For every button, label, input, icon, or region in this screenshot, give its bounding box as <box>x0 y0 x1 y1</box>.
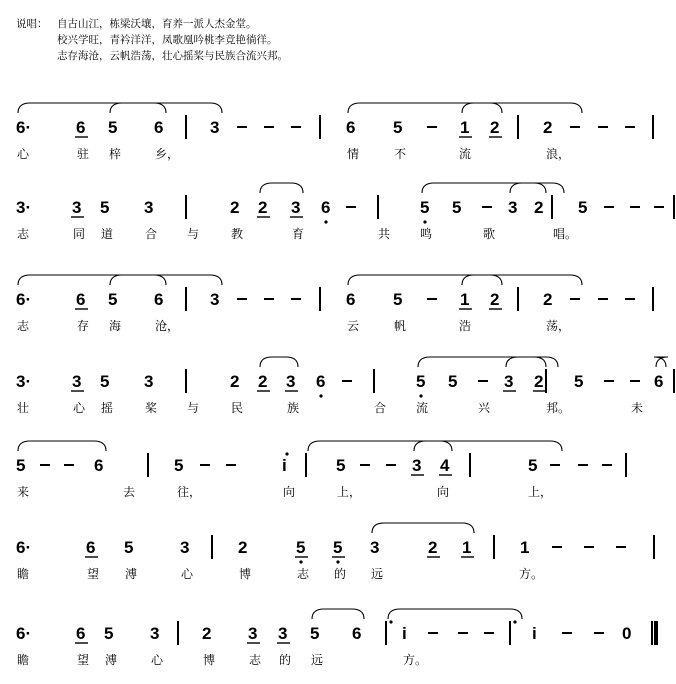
lyric: 心 <box>17 147 30 161</box>
note: 6· <box>16 290 32 309</box>
lyric: 上， <box>337 485 362 499</box>
note: 3 <box>291 198 301 217</box>
note: 2 <box>238 538 248 557</box>
note: 5 <box>108 118 118 137</box>
lyric: 存 <box>77 319 90 333</box>
note: 6 <box>316 372 326 391</box>
slur <box>348 103 582 113</box>
lyric: 望 <box>77 653 90 667</box>
note: 6 <box>346 118 356 137</box>
note: 5 <box>420 198 430 217</box>
slur <box>414 441 452 451</box>
lyric: 同 <box>73 227 86 241</box>
note: 3 <box>508 198 518 217</box>
slur <box>506 357 546 367</box>
slur <box>372 523 474 533</box>
note: 6 <box>352 624 362 643</box>
slur <box>18 441 106 451</box>
lyric: 溥 <box>105 653 118 667</box>
lyric: 鸣 <box>420 227 433 241</box>
note: 5 <box>528 456 538 475</box>
note: 3 <box>504 372 514 391</box>
lyric: 壮 <box>17 401 30 415</box>
note: 6 <box>76 118 86 137</box>
lyric: 云 <box>347 319 360 333</box>
lyric: 心 <box>181 567 194 581</box>
lyric: 浪， <box>546 147 571 161</box>
lyric: 的 <box>279 653 292 667</box>
low-dot <box>336 560 339 563</box>
note: 5 <box>108 290 118 309</box>
lyric: 族 <box>287 401 300 415</box>
note: 5 <box>574 372 584 391</box>
score-system <box>16 103 653 161</box>
lyric: 心 <box>73 401 86 415</box>
slur <box>18 103 222 113</box>
lyric: 远 <box>311 653 324 667</box>
high-dot <box>389 620 392 623</box>
note: 6 <box>154 118 164 137</box>
low-dot <box>419 394 422 397</box>
lyric: 上， <box>528 485 553 499</box>
intro-line-2: 校兴学旺，青衿洋洋，凤歌凰吟桃李竞艳徜徉。 <box>57 34 278 46</box>
lyric: 向 <box>283 485 296 499</box>
lyric: 志 <box>17 319 30 333</box>
note: 5 <box>310 624 320 643</box>
lyric: 溥 <box>125 567 138 581</box>
lyric: 情 <box>347 147 360 161</box>
lyric: 与 <box>187 401 200 415</box>
lyric: 浩 <box>459 319 472 333</box>
lyric: 教 <box>231 227 244 241</box>
note: 3 <box>248 624 258 643</box>
lyric: 海 <box>109 319 122 333</box>
slur <box>654 357 668 367</box>
note: 2 <box>490 290 500 309</box>
lyric: 不 <box>394 147 407 161</box>
slur <box>462 275 502 285</box>
note: 1 <box>520 538 530 557</box>
slur <box>418 357 558 367</box>
note: 5 <box>16 456 26 475</box>
low-dot <box>324 220 327 223</box>
note: 2 <box>490 118 500 137</box>
lyric: 沧， <box>155 319 180 333</box>
note: 3 <box>278 624 288 643</box>
note: 6· <box>16 118 32 137</box>
note: 5 <box>336 456 346 475</box>
lyric: 歌 <box>483 227 496 241</box>
lyric: 未 <box>631 401 644 415</box>
note: 6 <box>86 538 96 557</box>
note: 5 <box>416 372 426 391</box>
slur <box>18 275 222 285</box>
note: 1 <box>462 538 472 557</box>
note: 5 <box>174 456 184 475</box>
lyric: 博 <box>203 653 216 667</box>
note: 5 <box>104 624 114 643</box>
lyric: 荡， <box>546 319 571 333</box>
lyric: 博 <box>239 567 252 581</box>
slur <box>388 609 522 619</box>
score-system <box>16 275 653 333</box>
slur <box>462 103 502 113</box>
note: 5 <box>448 372 458 391</box>
note: 2 <box>534 198 544 217</box>
lyric: 民 <box>231 401 244 415</box>
lyric: 共 <box>378 227 391 241</box>
lyric: 摇 <box>101 401 114 415</box>
lyric: 流 <box>416 401 429 415</box>
note: 3 <box>150 624 160 643</box>
slur <box>260 183 303 193</box>
note: 3 <box>286 372 296 391</box>
note: 6 <box>94 456 104 475</box>
lyric: 桨 <box>145 401 158 415</box>
lyric: 驻 <box>77 147 90 161</box>
score-system <box>16 183 674 241</box>
slur <box>110 103 166 113</box>
note: 2 <box>543 290 553 309</box>
lyric: 帆 <box>394 319 407 333</box>
note: 3 <box>144 198 154 217</box>
note: 6· <box>16 538 32 557</box>
note: 2 <box>258 372 268 391</box>
intro-line-1: 自古山江，栋梁沃壤，育养一派人杰金堂。 <box>57 18 257 30</box>
note: 3 <box>412 456 422 475</box>
lyric: 远 <box>371 567 384 581</box>
score-system <box>16 609 656 667</box>
lyric: 乡， <box>155 147 180 161</box>
note: i <box>402 624 407 643</box>
lyric: 兴 <box>478 401 491 415</box>
lyric: 瞻 <box>17 567 30 581</box>
lyric: 志 <box>297 567 310 581</box>
lyric: 去 <box>123 485 136 499</box>
note: 2 <box>230 372 240 391</box>
low-dot <box>319 394 322 397</box>
note: 3 <box>144 372 154 391</box>
note: 5 <box>393 118 403 137</box>
lyric: 来 <box>17 485 30 499</box>
lyric: 心 <box>151 653 164 667</box>
note: 1 <box>460 118 470 137</box>
note: 6 <box>321 198 331 217</box>
note: 3· <box>16 372 32 391</box>
note: 5 <box>452 198 462 217</box>
slur <box>422 183 564 193</box>
slur <box>510 183 546 193</box>
note: 2 <box>230 198 240 217</box>
intro-label: 说唱： <box>16 18 48 30</box>
slur <box>260 357 298 367</box>
low-dot <box>423 220 426 223</box>
note: i <box>282 456 287 475</box>
note: 3 <box>210 118 220 137</box>
lyric: 流 <box>459 147 472 161</box>
note: 6 <box>654 372 664 391</box>
lyric: 志 <box>249 653 262 667</box>
note: 5 <box>124 538 134 557</box>
lyric: 向 <box>437 485 450 499</box>
note: 2 <box>258 198 268 217</box>
lyric: 方。 <box>403 653 428 667</box>
note: 2 <box>543 118 553 137</box>
lyric: 方。 <box>519 567 544 581</box>
slur <box>110 275 166 285</box>
slur <box>308 441 562 451</box>
note: 3 <box>210 290 220 309</box>
note: 6 <box>346 290 356 309</box>
lyric: 往， <box>177 485 202 499</box>
note: 5 <box>100 372 110 391</box>
lyric: 合 <box>145 227 158 241</box>
note: 5 <box>393 290 403 309</box>
note: 5 <box>578 198 588 217</box>
lyric: 瞻 <box>17 653 30 667</box>
note: 2 <box>202 624 212 643</box>
lyric: 与 <box>187 227 200 241</box>
note: 3 <box>72 372 82 391</box>
lyric: 育 <box>292 227 305 241</box>
low-dot <box>299 560 302 563</box>
note: 5 <box>333 538 343 557</box>
note: 3 <box>370 538 380 557</box>
lyric: 邦。 <box>546 401 571 415</box>
note: 3 <box>72 198 82 217</box>
lyric: 唱。 <box>553 227 578 241</box>
lyric: 的 <box>334 567 347 581</box>
lyric: 望 <box>87 567 100 581</box>
note: 2 <box>534 372 544 391</box>
slur <box>312 609 364 619</box>
lyric: 志 <box>17 227 30 241</box>
score-system <box>16 523 654 581</box>
note: i <box>532 624 537 643</box>
note: 6· <box>16 624 32 643</box>
note: 0 <box>622 624 632 643</box>
note: 3· <box>16 198 32 217</box>
note: 4 <box>440 456 450 475</box>
note: 6 <box>76 290 86 309</box>
high-dot <box>285 452 288 455</box>
note: 5 <box>100 198 110 217</box>
intro-line-3: 志存海沧，云帆浩荡，壮心摇桨与民族合流兴邦。 <box>57 50 288 62</box>
note: 1 <box>460 290 470 309</box>
note: 6 <box>76 624 86 643</box>
score-system <box>16 357 674 415</box>
note: 6 <box>154 290 164 309</box>
lyric: 合 <box>374 401 387 415</box>
note: 2 <box>428 538 438 557</box>
slur <box>348 275 582 285</box>
lyric: 道 <box>101 227 114 241</box>
high-dot <box>513 620 516 623</box>
note: 5 <box>296 538 306 557</box>
note: 3 <box>180 538 190 557</box>
lyric: 梓 <box>109 147 122 161</box>
score-system <box>16 441 626 499</box>
